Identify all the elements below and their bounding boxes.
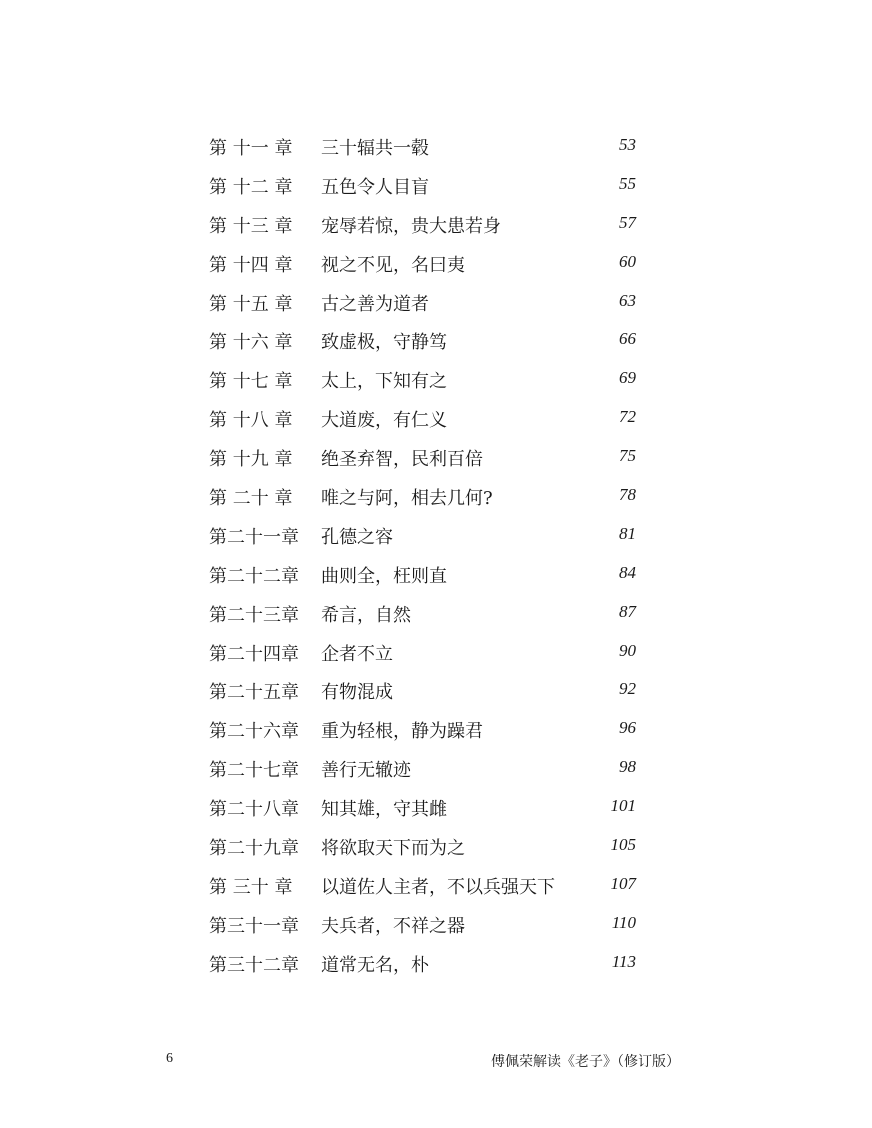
chapter-number: 第二十六章 (209, 721, 299, 743)
chapter-number: 第三十二章 (209, 954, 299, 976)
toc-entry[interactable] (0, 206, 872, 245)
page-reference: 113 (611, 951, 636, 971)
toc-entry[interactable] (0, 517, 872, 556)
page-reference: 96 (619, 718, 636, 738)
chapter-title: 善行无辙迹 (321, 760, 411, 782)
page-reference: 75 (619, 446, 636, 466)
chapter-number: 第二十五章 (209, 682, 299, 704)
page-reference: 92 (619, 679, 636, 699)
table-of-contents (0, 128, 872, 984)
page-reference: 66 (619, 329, 636, 349)
page-reference: 107 (610, 873, 636, 893)
toc-entry[interactable] (0, 284, 872, 323)
toc-entry[interactable] (0, 322, 872, 361)
page-number: 6 (166, 1051, 173, 1066)
chapter-title: 夫兵者，不祥之器 (321, 915, 465, 937)
chapter-number: 第 十一 章 (209, 138, 293, 159)
toc-entry[interactable] (0, 906, 872, 945)
chapter-number: 第 十八 章 (209, 410, 293, 432)
chapter-title: 视之不见，名曰夷 (321, 254, 465, 276)
toc-entry[interactable] (0, 478, 872, 517)
chapter-number: 第 十三 章 (209, 215, 293, 237)
chapter-title: 太上，下知有之 (321, 371, 447, 393)
toc-entry[interactable] (0, 128, 872, 167)
page-reference: 53 (619, 135, 636, 154)
chapter-title: 宠辱若惊，贵大患若身 (321, 215, 501, 237)
chapter-title: 唯之与阿，相去几何? (321, 488, 493, 510)
chapter-number: 第 三十 章 (209, 876, 293, 898)
page-reference: 98 (619, 757, 636, 777)
chapter-title: 以道佐人主者，不以兵强天下 (321, 876, 555, 898)
page-reference: 81 (619, 523, 636, 543)
toc-entry[interactable] (0, 634, 872, 673)
page-reference: 63 (619, 290, 636, 310)
page-reference: 60 (619, 251, 636, 271)
chapter-number: 第 二十 章 (209, 488, 293, 510)
chapter-title: 三十辐共一毂 (321, 138, 429, 159)
chapter-number: 第二十四章 (209, 643, 299, 665)
page-reference: 105 (610, 835, 636, 855)
chapter-title: 有物混成 (321, 682, 393, 704)
chapter-title: 古之善为道者 (321, 293, 429, 315)
toc-entry[interactable] (0, 711, 872, 750)
chapter-number: 第 十四 章 (209, 254, 293, 276)
toc-entry[interactable] (0, 789, 872, 828)
chapter-title: 希言，自然 (321, 604, 411, 626)
chapter-title: 五色令人目盲 (321, 176, 429, 198)
chapter-number: 第二十九章 (209, 838, 299, 860)
chapter-title: 知其雄，守其雌 (321, 799, 447, 821)
toc-entry[interactable] (0, 167, 872, 206)
chapter-number: 第二十七章 (209, 760, 299, 782)
page-reference: 78 (619, 485, 636, 505)
chapter-number: 第 十五 章 (209, 293, 293, 315)
chapter-title: 致虚极，守静笃 (321, 332, 447, 354)
chapter-title: 绝圣弃智，民利百倍 (321, 449, 483, 471)
toc-entry[interactable] (0, 556, 872, 595)
book-title: 傅佩荣解读《老子》（修订版） (491, 1054, 680, 1070)
chapter-number: 第二十三章 (209, 604, 299, 626)
chapter-number: 第三十一章 (209, 915, 299, 937)
page-reference: 69 (619, 368, 636, 388)
page-reference: 72 (619, 407, 636, 427)
toc-entry[interactable] (0, 439, 872, 478)
toc-entry[interactable] (0, 672, 872, 711)
chapter-title: 企者不立 (321, 643, 393, 665)
page-reference: 110 (611, 912, 636, 932)
chapter-title: 将欲取天下而为之 (321, 838, 465, 860)
page-reference: 101 (610, 796, 636, 816)
page-reference: 90 (619, 640, 636, 660)
toc-entry[interactable] (0, 867, 872, 906)
toc-entry[interactable] (0, 400, 872, 439)
chapter-number: 第二十八章 (209, 799, 299, 821)
page-reference: 87 (619, 601, 636, 621)
page-reference: 84 (619, 562, 636, 582)
chapter-number: 第 十九 章 (209, 449, 293, 471)
chapter-number: 第二十一章 (209, 526, 299, 548)
toc-entry[interactable] (0, 945, 872, 984)
chapter-number: 第 十七 章 (209, 371, 293, 393)
toc-entry[interactable] (0, 828, 872, 867)
chapter-title: 曲则全，枉则直 (321, 565, 447, 587)
toc-entry[interactable] (0, 245, 872, 284)
chapter-title: 重为轻根，静为躁君 (321, 721, 483, 743)
chapter-number: 第 十二 章 (209, 176, 293, 198)
chapter-title: 道常无名，朴 (321, 954, 429, 976)
chapter-number: 第 十六 章 (209, 332, 293, 354)
toc-entry[interactable] (0, 750, 872, 789)
chapter-title: 大道废，有仁义 (321, 410, 447, 432)
page-reference: 55 (619, 173, 636, 193)
chapter-title: 孔德之容 (321, 526, 393, 548)
chapter-number: 第二十二章 (209, 565, 299, 587)
toc-entry[interactable] (0, 361, 872, 400)
toc-entry[interactable] (0, 595, 872, 634)
page-reference: 57 (619, 212, 636, 232)
